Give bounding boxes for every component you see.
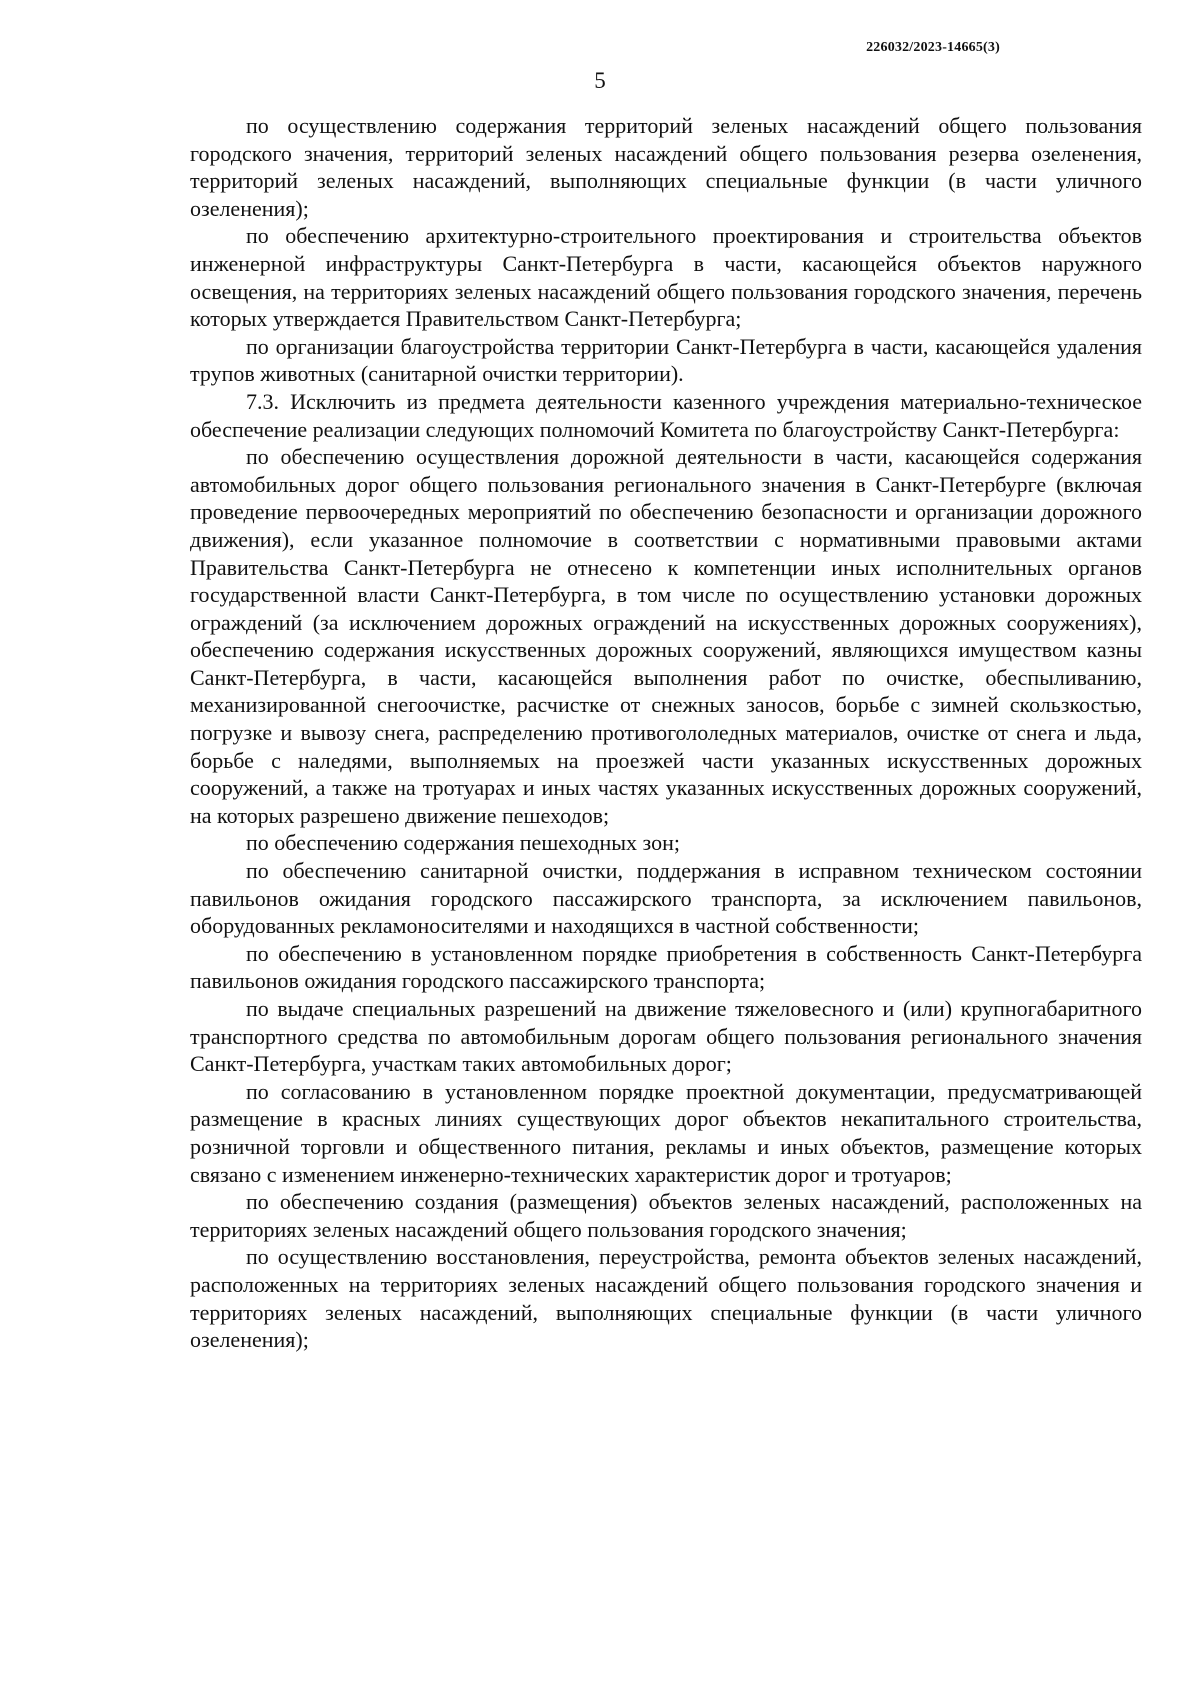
document-body — [190, 112, 1142, 1354]
paragraph-pavilion-cleaning: по обеспечению санитарной очистки, поддержания в исправном техническом состоянии павильонов ожидания городского пассажирского транспорта, за исключением павильонов, оборудованных рекламоносителями и находящихся в частной собственности; — [190, 858, 1142, 939]
paragraph-project-documentation: по согласованию в установленном порядке проектной документации, предусматривающей размещение в красных линиях существующих дорог объектов некапитального строительства, розничной торговли и общественного питания, рекламы и иных объектов, размещение которых связано с изменением инженерно-технических характеристик дорог и тротуаров; — [190, 1078, 1142, 1187]
paragraph-section-7-3: 7.3. Исключить из предмета деятельности казенного учреждения материально-техническое обеспечение реализации следующих полномочий Комитета по благоустройству Санкт-Петербурга: — [190, 388, 1142, 442]
paragraph-green-objects-restoration: по осуществлению восстановления, переустройства, ремонта объектов зеленых насаждений, расположенных на территориях зеленых насаждений общего пользования городского значения и территориях зеленых насаждений, выполняющих специальные функции (в части уличного озеленения); — [190, 1244, 1142, 1353]
paragraph-pedestrian-zones: по обеспечению содержания пешеходных зон; — [246, 830, 680, 856]
page-number: 5 — [594, 68, 606, 93]
paragraph-outdoor-lighting-construction: по обеспечению архитектурно-строительного проектирования и строительства объектов инженерной инфраструктуры Санкт-Петербурга в части, касающейся объектов наружного освещения, на территориях зеленых насаждений общего пользования городского значения, перечень которых утверждается Правительством Санкт-Петербурга; — [190, 223, 1142, 332]
paragraph-green-areas-maintenance: по осуществлению содержания территорий зеленых насаждений общего пользования городского значения, территорий зеленых насаждений общего пользования резерва озеленения, территорий зеленых насаждений, выполняющих специальные функции (в части уличного озеленения); — [190, 113, 1142, 221]
document-registration-number: 226032/2023-14665(3) — [866, 40, 1000, 55]
paragraph-animal-removal: по организации благоустройства территории Санкт-Петербурга в части, касающейся удаления трупов животных (санитарной очистки территории). — [190, 333, 1142, 387]
paragraph-heavy-vehicle-permits: по выдаче специальных разрешений на движение тяжеловесного и (или) крупногабаритного транспортного средства по автомобильным дорогам общего пользования регионального значения Санкт-Петербурга, участкам таких автомобильных дорог; — [190, 996, 1142, 1077]
paragraph-road-activity: по обеспечению осуществления дорожной деятельности в части, касающейся содержания автомобильных дорог общего пользования регионального значения в Санкт-Петербурге (включая проведение первоочередных мероприятий по обеспечению безопасности и организации дорожного движения), если указанное полномочие в соответствии с нормативными правовыми актами Правительства Санкт-Петербурга не отнесено к компетенции иных исполнительных органов государственной власти Санкт-Петербурга, в том числе по осуществлению установки дорожных ограждений (за исключением дорожных ограждений на искусственных дорожных сооружениях), обеспечению содержания искусственных дорожных сооружений, являющихся имуществом казны Санкт-Петербурга, в части, касающейся выполнения работ по очистке, обеспыливанию, механизированной снегоочистке, расчистке от снежных заносов, борьбе с зимней скользкостью, погрузке и вывозу снега, распределению противогололедных материалов, очистке от снега и льда, борьбе с наледями, выполняемых на проезжей части указанных искусственных дорожных сооружений, а также на тротуарах и иных частях указанных искусственных дорожных сооружений, на которых разрешено движение пешеходов; — [190, 444, 1142, 828]
paragraph-green-objects-creation: по обеспечению создания (размещения) объектов зеленых насаждений, расположенных на территориях зеленых насаждений общего пользования городского значения; — [190, 1189, 1142, 1242]
paragraph-pavilion-acquisition: по обеспечению в установленном порядке приобретения в собственность Санкт-Петербурга павильонов ожидания городского пассажирского транспорта; — [190, 940, 1142, 994]
